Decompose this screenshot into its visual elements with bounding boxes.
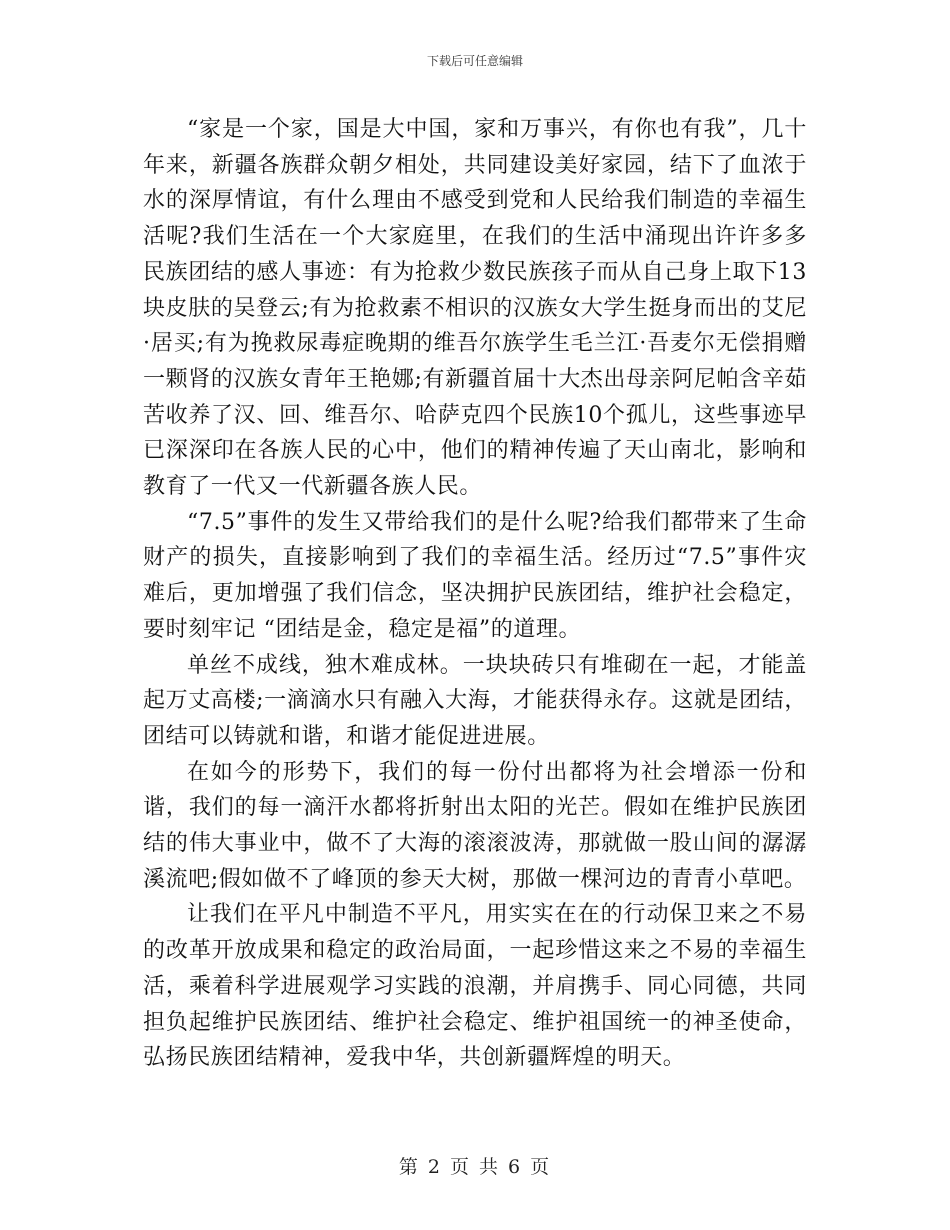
page-header-note: 下载后可任意编辑 bbox=[426, 54, 523, 68]
paragraph-3: 单丝不成线，独木难成林。一块块砖只有堆砌在一起，才能盖起万丈高楼;一滴滴水只有融入大海，才能获得永存。这就是团结，团结可以铸就和谐，和谐才能促进进展。 bbox=[143, 652, 807, 749]
paragraph-5: 让我们在平凡中制造不平凡，用实实在在的行动保卫来之不易的改革开放成果和稳定的政治局面，一起珍惜这来之不易的幸福生活，乘着科学进展观学习实践的浪潮，并肩携手、同心同德，共同担负起维护民族团结、维护社会稳定、维护祖国统一的神圣使命，弘扬民族团结精神，爱我中华，共创新疆辉煌的明天。 bbox=[143, 902, 807, 1071]
paragraph-4: 在如今的形势下，我们的每一份付出都将为社会增添一份和谐，我们的每一滴汗水都将折射出太阳的光芒。假如在维护民族团结的伟大事业中，做不了大海的滚滚波涛，那就做一股山间的潺潺溪流吧;假如做不了峰顶的参天大树，那做一棵河边的青青小草吧。 bbox=[143, 759, 807, 892]
paragraph-2: “7.5”事件的发生又带给我们的是什么呢?给我们都带来了生命财产的损失，直接影响到了我们的幸福生活。经历过“7.5”事件灾难后，更加增强了我们信念，坚决拥护民族团结，维护社会稳定，要时刻牢记 “团结是金，稳定是福”的道理。 bbox=[143, 509, 807, 642]
page-number: 第 2 页 共 6 页 bbox=[398, 1156, 552, 1178]
paragraph-1: “家是一个家，国是大中国，家和万事兴，有你也有我”，几十年来，新疆各族群众朝夕相处，共同建设美好家园，结下了血浓于水的深厚情谊，有什么理由不感受到党和人民给我们制造的幸福生活呢?我们生活在一个大家庭里，在我们的生活中涌现出许许多多民族团结的感人事迹：有为抢救少数民族孩子而从自己身上取下13块皮肤的吴登云;有为抢救素不相识的汉族女大学生挺身而出的艾尼·居买;有为挽救尿毒症晚期的维吾尔族学生毛兰江·吾麦尔无偿捐赠一颗肾的汉族女青年王艳娜;有新疆首届十大杰出母亲阿尼帕含辛茹苦收养了汉、回、维吾尔、哈萨克四个民族10个孤儿，这些事迹早已深深印在各族人民的心中，他们的精神传遍了天山南北，影响和教育了一代又一代新疆各族人民。 bbox=[143, 117, 807, 500]
document-body bbox=[143, 112, 807, 1076]
